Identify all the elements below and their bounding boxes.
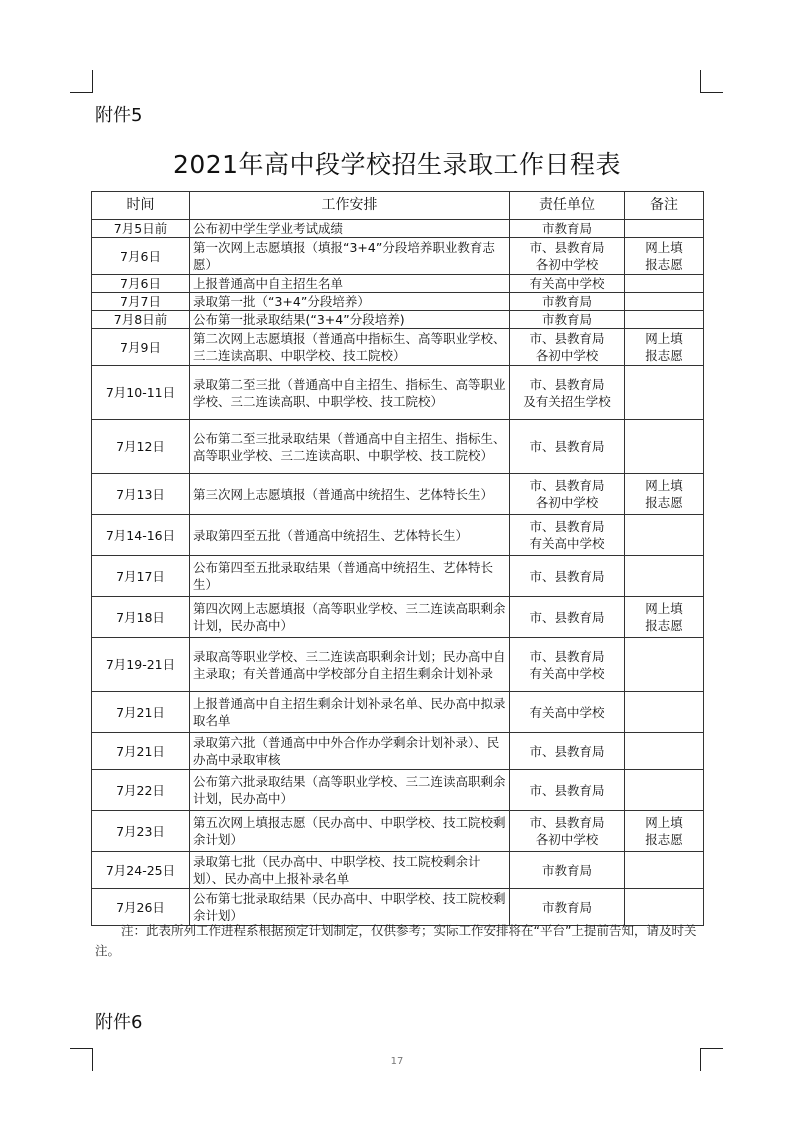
cell-task: 录取第六批（普通高中中外合作办学剩余计划补录）、民办高中录取审核 (190, 733, 510, 770)
table-row (92, 852, 704, 889)
cell-date: 7月12日 (92, 420, 190, 474)
attachment-label-top: 附件5 (95, 105, 143, 126)
table-row (92, 238, 704, 275)
cell-date: 7月13日 (92, 474, 190, 515)
cell-task: 录取第二至三批（普通高中自主招生、指标生、高等职业学校、三二连读高职、中职学校、技工院校） (190, 366, 510, 420)
cell-note (625, 311, 704, 329)
table-row (92, 311, 704, 329)
cell-note (625, 420, 704, 474)
header-note: 备注 (625, 192, 704, 220)
cell-date: 7月21日 (92, 692, 190, 733)
cell-date: 7月5日前 (92, 220, 190, 238)
footnote: 注：此表所列工作进程系根据预定计划制定，仅供参考；实际工作安排将在“平台”上提前告知，请及时关注。 (95, 923, 697, 958)
cell-task: 录取高等职业学校、三二连读高职剩余计划；民办高中自主录取；有关普通高中学校部分自主招生剩余计划补录 (190, 638, 510, 692)
table-row (92, 515, 704, 556)
cell-task: 上报普通高中自主招生剩余计划补录名单、民办高中拟录取名单 (190, 692, 510, 733)
document-title: 2021年高中段学校招生录取工作日程表 (172, 150, 622, 179)
cell-note (625, 515, 704, 556)
cell-note (625, 275, 704, 293)
cell-task: 录取第一批（“3+4”分段培养） (190, 293, 510, 311)
cell-task: 第二次网上志愿填报（普通高中指标生、高等职业学校、三二连读高职、中职学校、技工院校） (190, 329, 510, 366)
cell-date: 7月23日 (92, 811, 190, 852)
cell-date: 7月17日 (92, 556, 190, 597)
cell-date: 7月24-25日 (92, 852, 190, 889)
cell-date: 7月7日 (92, 293, 190, 311)
cell-unit: 市、县教育局 (510, 733, 625, 770)
cell-unit: 市、县教育局 (510, 770, 625, 811)
cell-unit: 市、县教育局 (510, 556, 625, 597)
cell-unit: 有关高中学校 (510, 275, 625, 293)
table-row (92, 638, 704, 692)
cell-unit: 市、县教育局 各初中学校 (510, 329, 625, 366)
cell-note (625, 366, 704, 420)
cell-unit: 市、县教育局 有关高中学校 (510, 638, 625, 692)
cell-date: 7月6日 (92, 275, 190, 293)
crop-mark-top-right (700, 70, 723, 93)
cell-note: 网上填 报志愿 (625, 238, 704, 275)
header-date: 时间 (92, 192, 190, 220)
cell-note (625, 293, 704, 311)
cell-date: 7月19-21日 (92, 638, 190, 692)
cell-date: 7月22日 (92, 770, 190, 811)
table-row (92, 556, 704, 597)
cell-unit: 市、县教育局 (510, 597, 625, 638)
cell-unit: 市、县教育局 各初中学校 (510, 238, 625, 275)
table-row (92, 220, 704, 238)
cell-note: 网上填 报志愿 (625, 329, 704, 366)
cell-task: 第四次网上志愿填报（高等职业学校、三二连读高职剩余计划，民办高中） (190, 597, 510, 638)
cell-date: 7月26日 (92, 889, 190, 926)
cell-task: 录取第四至五批（普通高中统招生、艺体特长生） (190, 515, 510, 556)
header-unit: 责任单位 (510, 192, 625, 220)
cell-date: 7月8日前 (92, 311, 190, 329)
table-row (92, 366, 704, 420)
table-row (92, 597, 704, 638)
table-row (92, 811, 704, 852)
cell-unit: 市教育局 (510, 293, 625, 311)
table-row (92, 692, 704, 733)
table-row (92, 733, 704, 770)
cell-unit: 市、县教育局 各初中学校 (510, 474, 625, 515)
cell-task: 第三次网上志愿填报（普通高中统招生、艺体特长生） (190, 474, 510, 515)
cell-unit: 市、县教育局 及有关招生学校 (510, 366, 625, 420)
table-row (92, 329, 704, 366)
cell-task: 公布第一批录取结果(“3+4”分段培养) (190, 311, 510, 329)
table-row (92, 770, 704, 811)
cell-note: 网上填 报志愿 (625, 811, 704, 852)
cell-task: 公布第二至三批录取结果（普通高中自主招生、指标生、高等职业学校、三二连读高职、中职学校、技工院校） (190, 420, 510, 474)
cell-note (625, 889, 704, 926)
cell-unit: 市、县教育局 有关高中学校 (510, 515, 625, 556)
cell-unit: 市、县教育局 (510, 420, 625, 474)
crop-mark-top-left (70, 70, 93, 93)
cell-note (625, 556, 704, 597)
cell-task: 第五次网上填报志愿（民办高中、中职学校、技工院校剩余计划） (190, 811, 510, 852)
table-row (92, 420, 704, 474)
cell-task: 公布初中学生学业考试成绩 (190, 220, 510, 238)
cell-task: 上报普通高中自主招生名单 (190, 275, 510, 293)
cell-unit: 市教育局 (510, 220, 625, 238)
cell-note (625, 638, 704, 692)
table-row (92, 275, 704, 293)
table-header-row (92, 192, 704, 220)
cell-unit: 市教育局 (510, 311, 625, 329)
cell-date: 7月6日 (92, 238, 190, 275)
cell-date: 7月9日 (92, 329, 190, 366)
cell-note (625, 692, 704, 733)
page-number: 17 (390, 1056, 404, 1067)
cell-unit: 市教育局 (510, 852, 625, 889)
cell-date: 7月21日 (92, 733, 190, 770)
cell-note (625, 220, 704, 238)
header-task: 工作安排 (190, 192, 510, 220)
cell-task: 公布第七批录取结果（民办高中、中职学校、技工院校剩余计划） (190, 889, 510, 926)
cell-unit: 市教育局 (510, 889, 625, 926)
cell-unit: 有关高中学校 (510, 692, 625, 733)
cell-note (625, 733, 704, 770)
attachment-label-bottom: 附件6 (95, 1012, 143, 1033)
schedule-table (91, 191, 704, 926)
cell-unit: 市、县教育局 各初中学校 (510, 811, 625, 852)
cell-date: 7月18日 (92, 597, 190, 638)
cell-date: 7月14-16日 (92, 515, 190, 556)
cell-task: 公布第六批录取结果（高等职业学校、三二连读高职剩余计划，民办高中） (190, 770, 510, 811)
cell-date: 7月10-11日 (92, 366, 190, 420)
cell-note (625, 852, 704, 889)
table-row (92, 293, 704, 311)
table-row (92, 889, 704, 926)
cell-task: 第一次网上志愿填报（填报“3+4”分段培养职业教育志愿） (190, 238, 510, 275)
cell-task: 公布第四至五批录取结果（普通高中统招生、艺体特长生） (190, 556, 510, 597)
cell-note: 网上填 报志愿 (625, 597, 704, 638)
cell-task: 录取第七批（民办高中、中职学校、技工院校剩余计划）、民办高中上报补录名单 (190, 852, 510, 889)
cell-note (625, 770, 704, 811)
table-row (92, 474, 704, 515)
cell-note: 网上填 报志愿 (625, 474, 704, 515)
